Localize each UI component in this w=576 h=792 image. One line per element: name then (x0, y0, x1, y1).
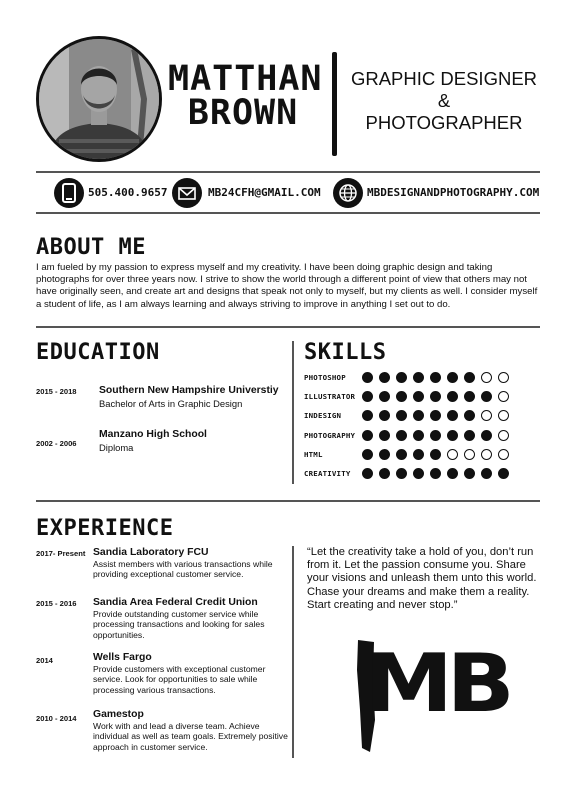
skill-dot-filled (447, 468, 458, 479)
first-name: MATTHAN (168, 59, 323, 99)
experience-quote-divider (292, 546, 294, 758)
contact-website[interactable]: MBDESIGNANDPHOTOGRAPHY.COM (367, 186, 540, 199)
skill-label: INDESIGN (304, 411, 342, 421)
skill-dot-filled (379, 449, 390, 460)
experience-desc: Work with and lead a diverse team. Achieve individual as well as team goals. Extremely positive approach in customer service. (93, 721, 288, 752)
skill-dot-filled (481, 468, 492, 479)
skill-label: CREATIVITY (304, 469, 351, 478)
divider-top (36, 171, 540, 173)
skill-dot-filled (413, 430, 424, 441)
last-name: BROWN (187, 93, 299, 133)
skill-dot-filled (396, 468, 407, 479)
experience-desc: Assist members with various transactions while providing exceptional customer service. (93, 559, 273, 580)
skill-label: PHOTOGRAPHY (304, 430, 356, 440)
skill-dot-empty (447, 449, 458, 460)
experience-heading: EXPERIENCE (36, 516, 174, 541)
skill-dot-empty (498, 410, 509, 421)
skill-label: ILLUSTRATOR (304, 392, 356, 402)
skill-row (304, 371, 544, 384)
logo-monogram: MB (364, 637, 509, 730)
skill-dot-empty (464, 449, 475, 460)
experience-company: Gamestop (93, 709, 144, 720)
skill-dot-filled (498, 468, 509, 479)
skill-row (304, 448, 544, 461)
education-degree: Diploma (99, 442, 134, 453)
experience-company: Sandia Laboratory FCU (93, 547, 209, 558)
education-date: 2002 - 2006 (36, 439, 77, 448)
experience-date: 2017- Present (36, 549, 86, 558)
skill-dot-filled (464, 391, 475, 402)
skill-dot-filled (464, 372, 475, 383)
skill-dot-filled (430, 372, 441, 383)
about-heading: ABOUT ME (36, 235, 146, 260)
skill-dot-empty (481, 372, 492, 383)
globe-icon (333, 178, 363, 208)
skill-dot-empty (498, 449, 509, 460)
experience-company: Wells Fargo (93, 652, 152, 663)
skill-dot-filled (464, 410, 475, 421)
skill-dot-filled (447, 410, 458, 421)
education-date: 2015 - 2018 (36, 387, 77, 396)
skill-dot-filled (396, 391, 407, 402)
skill-dot-filled (481, 391, 492, 402)
skill-dot-filled (447, 391, 458, 402)
skill-dot-filled (481, 430, 492, 441)
skill-dot-empty (481, 410, 492, 421)
skill-dot-empty (498, 391, 509, 402)
skill-dot-filled (430, 449, 441, 460)
skill-dot-filled (413, 468, 424, 479)
skill-dot-filled (430, 410, 441, 421)
divider-about (36, 326, 540, 328)
skill-label: PHOTOSHOP (304, 373, 346, 382)
about-text: I am fueled by my passion to express myself and my creativity. I have been doing graphic design and taking photographs for over three years now. I strive to show the world through a different point of view that others may not have originally seen, and create art and designs that speak not only to myself, but my clients as well. I consider myself a student of life, as I am always learning and always striving to improve in anything I set out to do. (36, 262, 538, 310)
skill-row (304, 429, 544, 442)
education-school: Southern New Hampshire Universtiy (99, 385, 279, 396)
contact-email[interactable]: MB24CFH@GMAIL.COM (208, 186, 321, 199)
skill-dot-filled (379, 410, 390, 421)
skill-row (304, 467, 544, 480)
contact-phone[interactable]: 505.400.9657 (88, 186, 168, 199)
skill-dot-filled (396, 410, 407, 421)
skill-dot-filled (362, 410, 373, 421)
skill-dot-filled (362, 372, 373, 383)
skill-dot-filled (379, 430, 390, 441)
skill-dot-filled (430, 468, 441, 479)
skill-dot-filled (362, 391, 373, 402)
skill-dot-empty (481, 449, 492, 460)
skill-dot-filled (464, 468, 475, 479)
experience-company: Sandia Area Federal Credit Union (93, 597, 258, 608)
education-heading: EDUCATION (36, 340, 160, 365)
skill-dot-filled (362, 449, 373, 460)
profile-title (346, 68, 542, 134)
title-line-3: PHOTOGRAPHER (365, 112, 523, 133)
skill-dot-filled (447, 430, 458, 441)
skill-dot-filled (413, 391, 424, 402)
skill-row (304, 390, 544, 403)
quote-text: “Let the creativity take a hold of you, don’t run from it. Let the passion consume you. Share your visions and unleash them unto this world. Chase your dreams and make them a reality. Start creating and never stop.” (307, 546, 537, 611)
skill-dot-filled (464, 430, 475, 441)
email-icon (172, 178, 202, 208)
experience-desc: Provide customers with exceptional customer service. Look for opportunities to sale while processing various transactions. (93, 664, 266, 695)
skill-dot-filled (379, 391, 390, 402)
phone-icon (54, 178, 84, 208)
skill-dot-filled (413, 410, 424, 421)
skill-dot-filled (379, 468, 390, 479)
skill-dot-filled (447, 372, 458, 383)
profile-photo (36, 36, 162, 162)
profile-name (168, 59, 323, 133)
experience-desc: Provide outstanding customer service while processing transactions and looking for sales opportunities. (93, 609, 265, 640)
experience-date: 2014 (36, 656, 53, 665)
experience-date: 2015 - 2016 (36, 599, 77, 608)
skill-dot-filled (362, 430, 373, 441)
skill-row (304, 409, 544, 422)
skill-dot-filled (413, 372, 424, 383)
skill-dot-filled (430, 391, 441, 402)
skill-dot-empty (498, 372, 509, 383)
education-degree: Bachelor of Arts in Graphic Design (99, 398, 243, 409)
skill-dot-filled (396, 449, 407, 460)
skill-label: HTML (304, 449, 323, 459)
skill-dot-empty (498, 430, 509, 441)
skill-dot-filled (430, 430, 441, 441)
skill-dot-filled (362, 468, 373, 479)
skill-dot-filled (379, 372, 390, 383)
skill-dot-filled (413, 449, 424, 460)
experience-date: 2010 - 2014 (36, 714, 77, 723)
divider-skills (36, 500, 540, 502)
skill-dot-filled (396, 430, 407, 441)
divider-contact (36, 212, 540, 214)
header-divider (332, 52, 337, 156)
profile-photo-image (39, 39, 159, 159)
skills-heading: SKILLS (304, 340, 387, 365)
title-line-2: & (437, 90, 451, 111)
education-skills-divider (292, 341, 294, 484)
title-line-1: GRAPHIC DESIGNER (350, 68, 538, 89)
education-school: Manzano High School (99, 429, 207, 440)
skill-dot-filled (396, 372, 407, 383)
